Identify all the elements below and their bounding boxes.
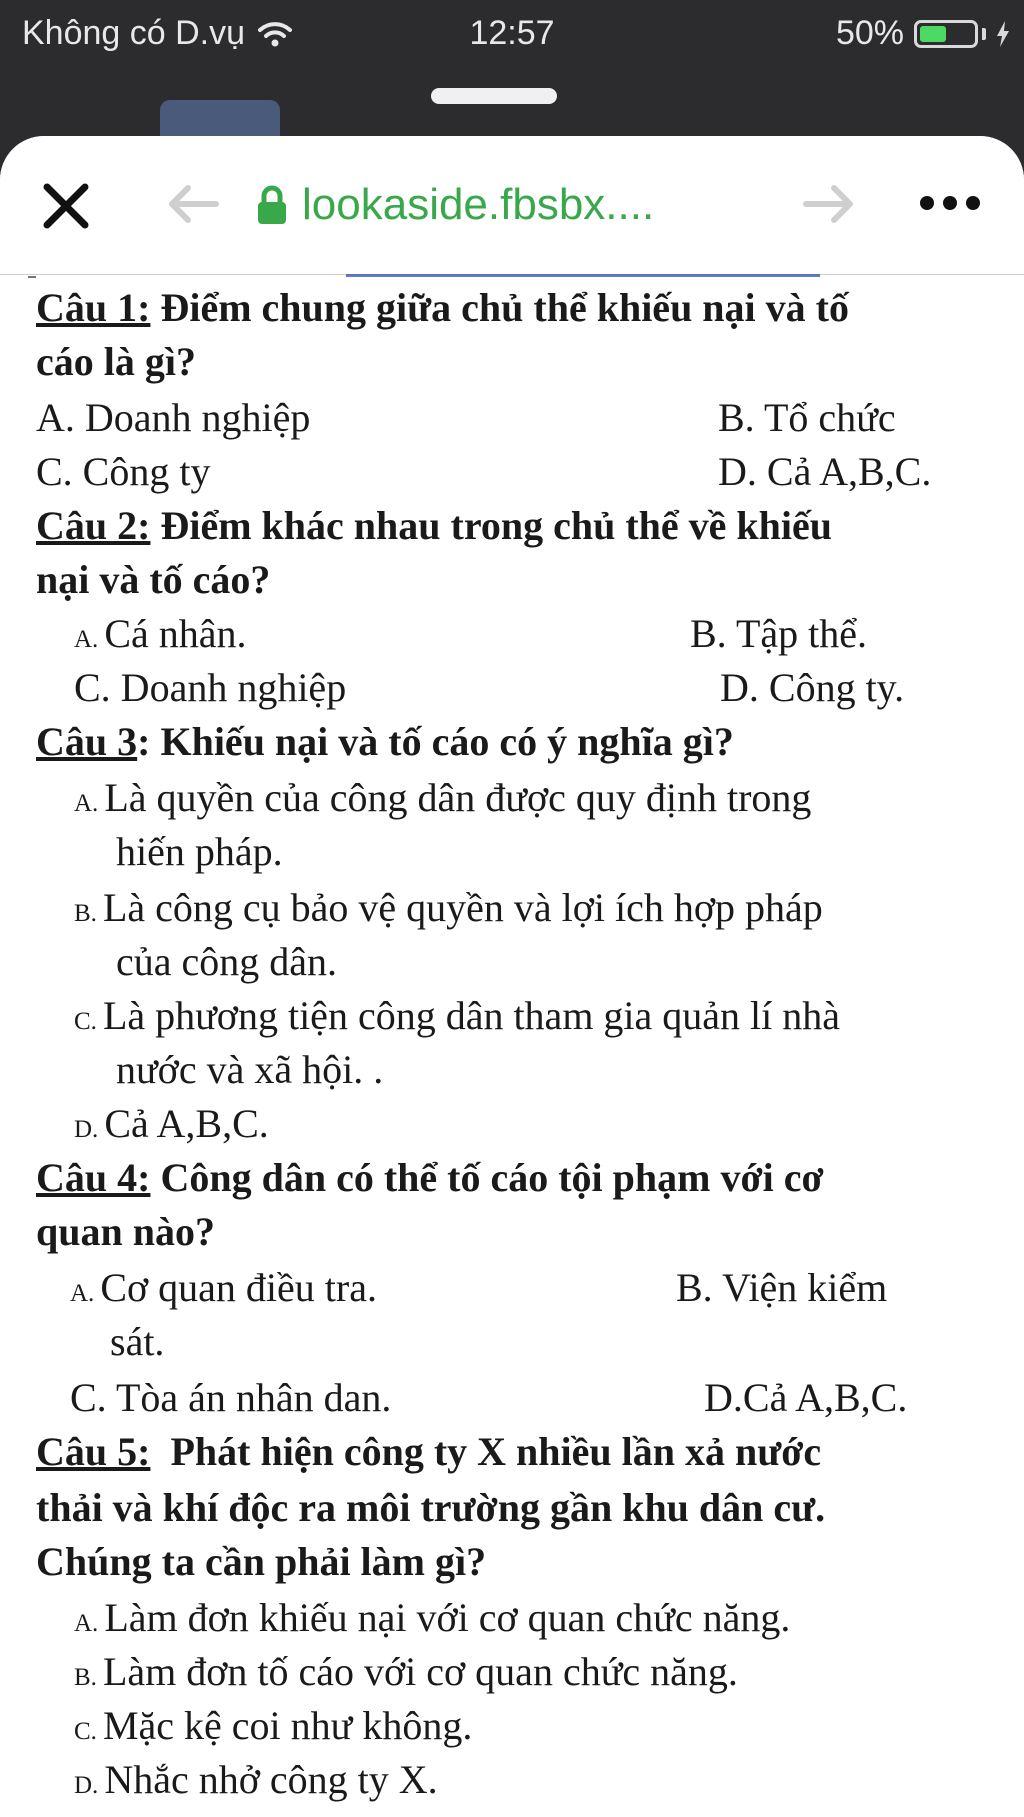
option-text: Cơ quan điều tra. — [100, 1265, 377, 1310]
option-c: C. Công ty — [36, 449, 211, 494]
scan-artifact — [28, 276, 36, 278]
option-letter: D. — [74, 1772, 99, 1799]
option-d — [74, 1756, 438, 1810]
more-options-button[interactable] — [920, 196, 980, 210]
option-text: Nhắc nhở công ty X. — [104, 1757, 438, 1802]
close-icon — [41, 181, 91, 231]
arrow-right-icon — [802, 184, 858, 224]
option-d — [74, 1100, 269, 1154]
option-c — [74, 1702, 472, 1756]
arrow-left-icon — [164, 184, 220, 224]
option-text: Là công cụ bảo vệ quyền và lợi ích hợp pháp — [102, 885, 823, 930]
question-4 — [36, 1154, 824, 1202]
option-text: Làm đơn tố cáo với cơ quan chức năng. — [102, 1649, 738, 1694]
option-d: D.Cả A,B,C. — [704, 1375, 908, 1420]
option-letter: B. — [74, 1664, 97, 1691]
option-b-cont: sát. — [110, 1319, 165, 1364]
browser-sheet — [0, 136, 1024, 1817]
status-bar — [0, 0, 1024, 70]
question-1 — [36, 284, 849, 332]
option-b: B. Viện kiểm — [676, 1265, 888, 1310]
option-b: B. Tập thể. — [690, 611, 868, 656]
option-a — [70, 1264, 377, 1318]
option-letter: A. — [74, 790, 99, 817]
option-a — [74, 610, 247, 664]
option-a-cont: hiến pháp. — [116, 829, 283, 874]
close-button[interactable] — [36, 176, 96, 236]
question-label: Câu 3 — [36, 719, 138, 764]
question-text: Phát hiện công ty X nhiều lần xả nước — [150, 1429, 822, 1474]
option-letter: D. — [74, 1116, 99, 1143]
option-letter: C. — [74, 1718, 97, 1745]
scan-artifact — [346, 274, 820, 277]
battery-percent: 50% — [835, 14, 904, 52]
option-b — [74, 1648, 738, 1702]
option-text: Mặc kệ coi như không. — [102, 1703, 473, 1748]
option-a: A. Doanh nghiệp — [36, 395, 311, 440]
lock-icon — [256, 185, 288, 225]
question-2-cont: nại và tố cáo? — [36, 557, 271, 602]
option-text: Là quyền của công dân được quy định trong — [104, 775, 812, 820]
carrier-label: Không có D.vụ — [22, 14, 246, 52]
question-1-cont: cáo là gì? — [36, 339, 196, 384]
option-c: C. Tòa án nhân dan. — [70, 1375, 392, 1420]
browser-toolbar — [0, 136, 1024, 275]
option-c-cont: nước và xã hội. . — [116, 1047, 384, 1092]
question-3 — [36, 718, 734, 766]
option-letter: A. — [74, 626, 99, 653]
option-text: Cá nhân. — [104, 611, 247, 656]
document-view[interactable] — [0, 274, 1024, 1817]
question-4-cont: quan nào? — [36, 1209, 215, 1254]
back-button[interactable] — [164, 184, 220, 229]
option-text: Là phương tiện công dân tham gia quản lí nhà — [102, 993, 841, 1038]
question-2 — [36, 502, 832, 550]
address-bar[interactable] — [256, 180, 654, 230]
question-text: Công dân có thể tố cáo tội phạm với cơ — [150, 1155, 824, 1200]
question-text: Điểm chung giữa chủ thể khiếu nại và tố — [160, 285, 849, 330]
question-label: Câu 2: — [36, 503, 151, 548]
battery-indicator — [836, 14, 1010, 53]
question-text: : Khiếu nại và tố cáo có ý nghĩa gì? — [137, 719, 734, 764]
question-5 — [36, 1428, 821, 1476]
question-text: Điểm khác nhau trong chủ thể về khiếu — [160, 503, 833, 548]
more-dot-icon — [966, 196, 980, 210]
option-c — [74, 992, 840, 1046]
url-text: lookaside.fbsbx.... — [302, 180, 655, 229]
option-letter: B. — [74, 900, 97, 927]
option-b-cont: của công dân. — [116, 939, 338, 984]
option-a — [74, 774, 811, 828]
more-dot-icon — [943, 196, 957, 210]
option-d: D. Công ty. — [720, 665, 905, 710]
option-text: Cả A,B,C. — [104, 1101, 269, 1146]
more-dot-icon — [920, 196, 934, 210]
clock: 12:57 — [469, 14, 555, 52]
option-c: C. Doanh nghiệp — [74, 665, 347, 710]
battery-icon — [914, 20, 978, 48]
option-a — [74, 1594, 790, 1648]
option-letter: A. — [70, 1280, 95, 1307]
option-text: Làm đơn khiếu nại với cơ quan chức năng. — [104, 1595, 791, 1640]
question-5-cont: thải và khí độc ra môi trường gần khu dân cư. — [36, 1485, 826, 1530]
forward-button[interactable] — [802, 184, 858, 229]
option-letter: C. — [74, 1008, 97, 1035]
option-d: D. Cả A,B,C. — [718, 449, 932, 494]
question-label: Câu 4: — [36, 1155, 151, 1200]
battery-tip — [982, 28, 986, 40]
option-b — [74, 884, 823, 938]
option-letter: A. — [74, 1610, 99, 1637]
battery-fill — [920, 26, 946, 42]
option-b: B. Tổ chức — [718, 395, 896, 440]
charging-bolt-icon — [996, 21, 1010, 47]
question-label: Câu 5: — [36, 1429, 151, 1474]
sheet-grabber[interactable] — [431, 88, 557, 104]
question-5-cont: Chúng ta cần phải làm gì? — [36, 1539, 487, 1584]
question-label: Câu 1: — [36, 285, 151, 330]
